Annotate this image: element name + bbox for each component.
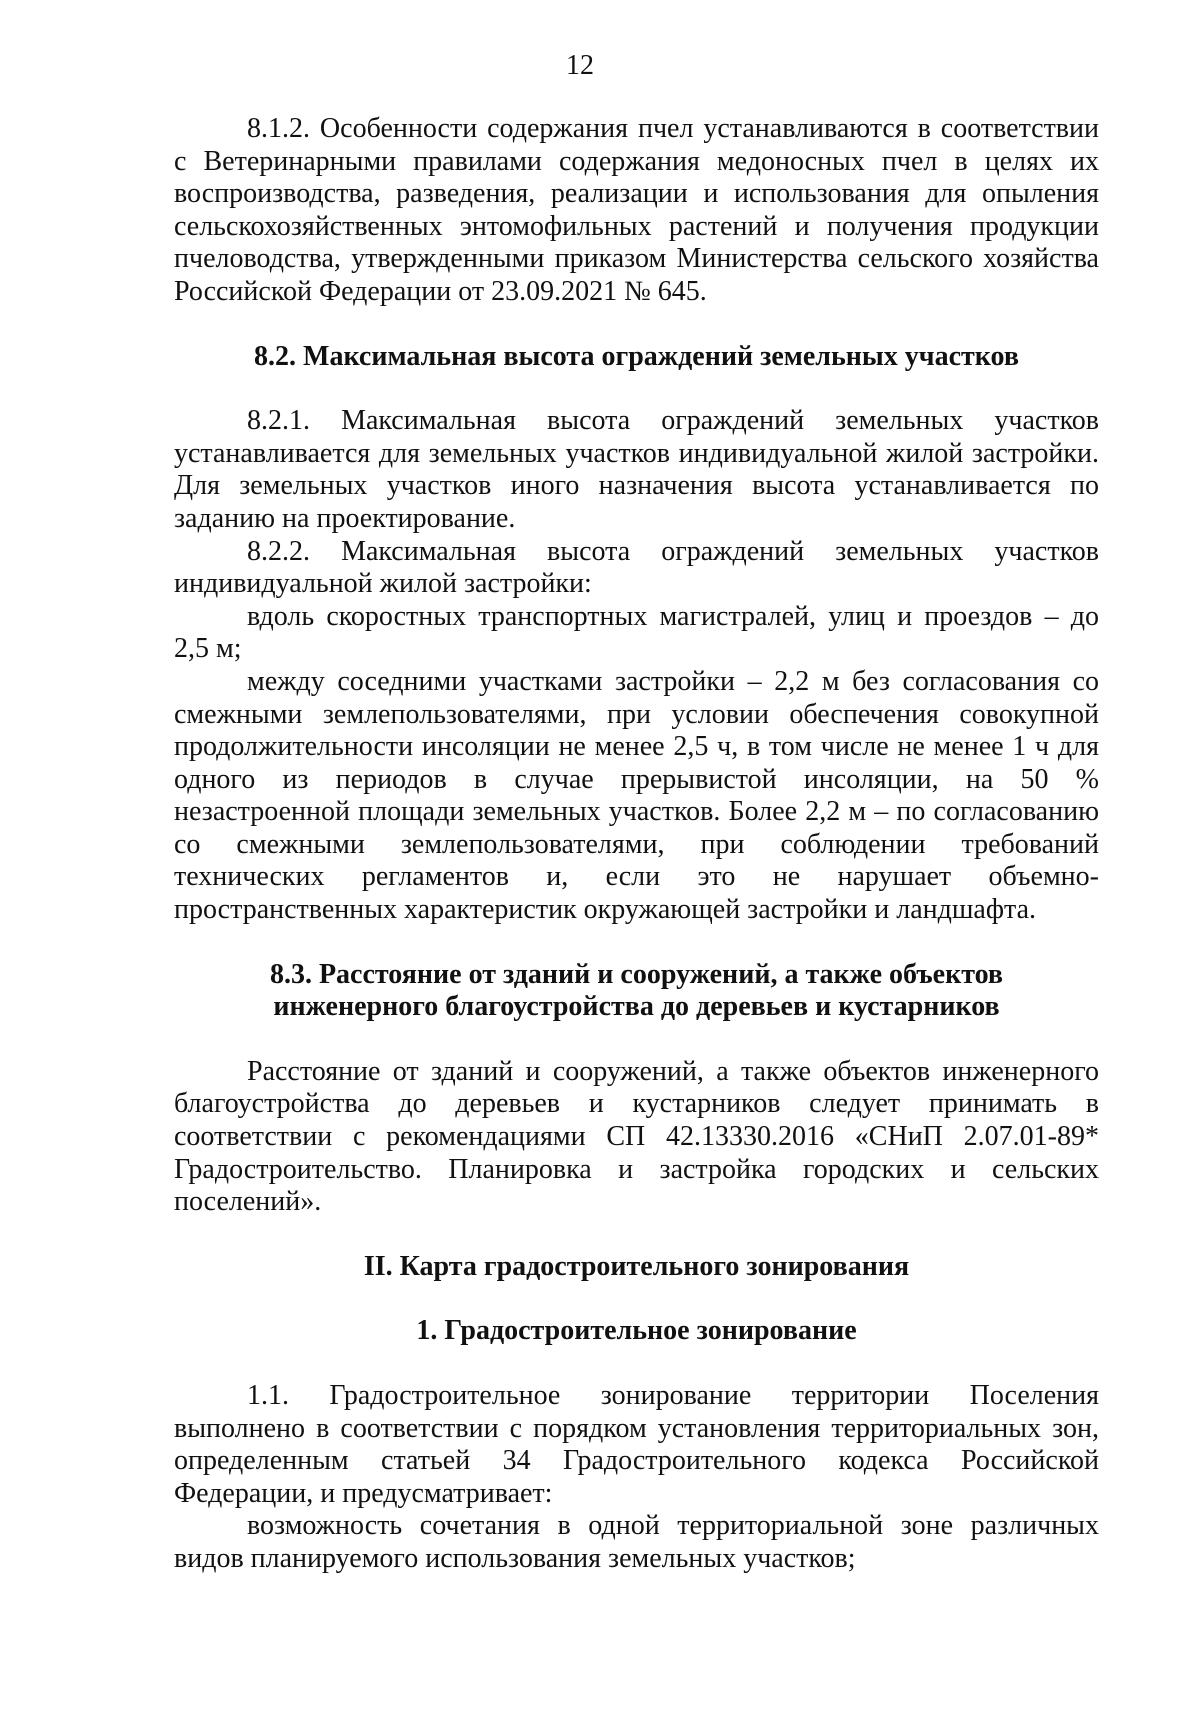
heading-1: 1. Градостроительное зонирование	[416, 1315, 857, 1347]
heading-8-3-line-1: 8.3. Расстояние от зданий и сооружений, а также объектов	[269, 958, 1004, 990]
paragraph-1-1: 1.1. Градостроительное зонирование территории Поселения выполнено в соответствии с порядком установления территориальных зон, определенным статьей 34 Градостроительного кодекса Российской Федерации, и предусматривает:	[174, 1380, 1099, 1509]
paragraph-possibility: возможность сочетания в одной территориальной зоне различных видов планируемого использования земельных участков;	[174, 1510, 1099, 1574]
heading-8-3-line-2: инженерного благоустройства до деревьев и кустарников	[273, 991, 1000, 1023]
paragraph-8-3: Расстояние от зданий и сооружений, а также объектов инженерного благоустройства до деревьев и кустарников следует принимать в соответствии с рекомендациями СП 42.13330.2016 «СНиП 2.07.01-89* Градостроительство. Планировка и застройка городских и сельских поселений».	[174, 1055, 1099, 1218]
page-number: 12	[566, 50, 594, 81]
paragraph-8-1-2: 8.1.2. Особенности содержания пчел устанавливаются в соответствии с Ветеринарными правилами содержания медоносных пчел в целях их воспроизводства, разведения, реализации и использования для опыления сельскохозяйственных энтомофильных растений и получения продукции пчеловодства, утвержденными приказом Министерства сельского хозяйства Российской Федерации от 23.09.2021 № 645.	[174, 113, 1099, 307]
paragraph-8-2-2: 8.2.2. Максимальная высота ограждений земельных участков индивидуальной жилой застройки:	[174, 535, 1099, 600]
heading-8-2: 8.2. Максимальная высота ограждений земельных участков	[254, 340, 1019, 372]
paragraph-between-plots: между соседними участками застройки – 2,2 м без согласования со смежными землепользователями, при условии обеспечения совокупной продолжительности инсоляции не менее 2,5 ч, в том числе не менее 1 ч для одного из периодов в случае прерывистой инсоляции, на 50 % незастроенной площади земельных участков. Более 2,2 м – по согласованию со смежными землепользователями, при соблюдении требований технических регламентов и, если это не нарушает объемно-пространственных характеристик окружающей застройки и ландшафта.	[174, 665, 1099, 926]
paragraph-along-roads: вдоль скоростных транспортных магистралей, улиц и проездов – до 2,5 м;	[174, 600, 1099, 665]
paragraph-8-2-1: 8.2.1. Максимальная высота ограждений земельных участков устанавливается для земельных участков индивидуальной жилой застройки. Для земельных участков иного назначения высота устанавливается по заданию на проектирование.	[174, 405, 1099, 534]
heading-section-II: II. Карта градостроительного зонирования	[363, 1250, 910, 1282]
document-body	[174, 113, 1099, 1576]
heading-8-3	[174, 959, 1099, 1024]
